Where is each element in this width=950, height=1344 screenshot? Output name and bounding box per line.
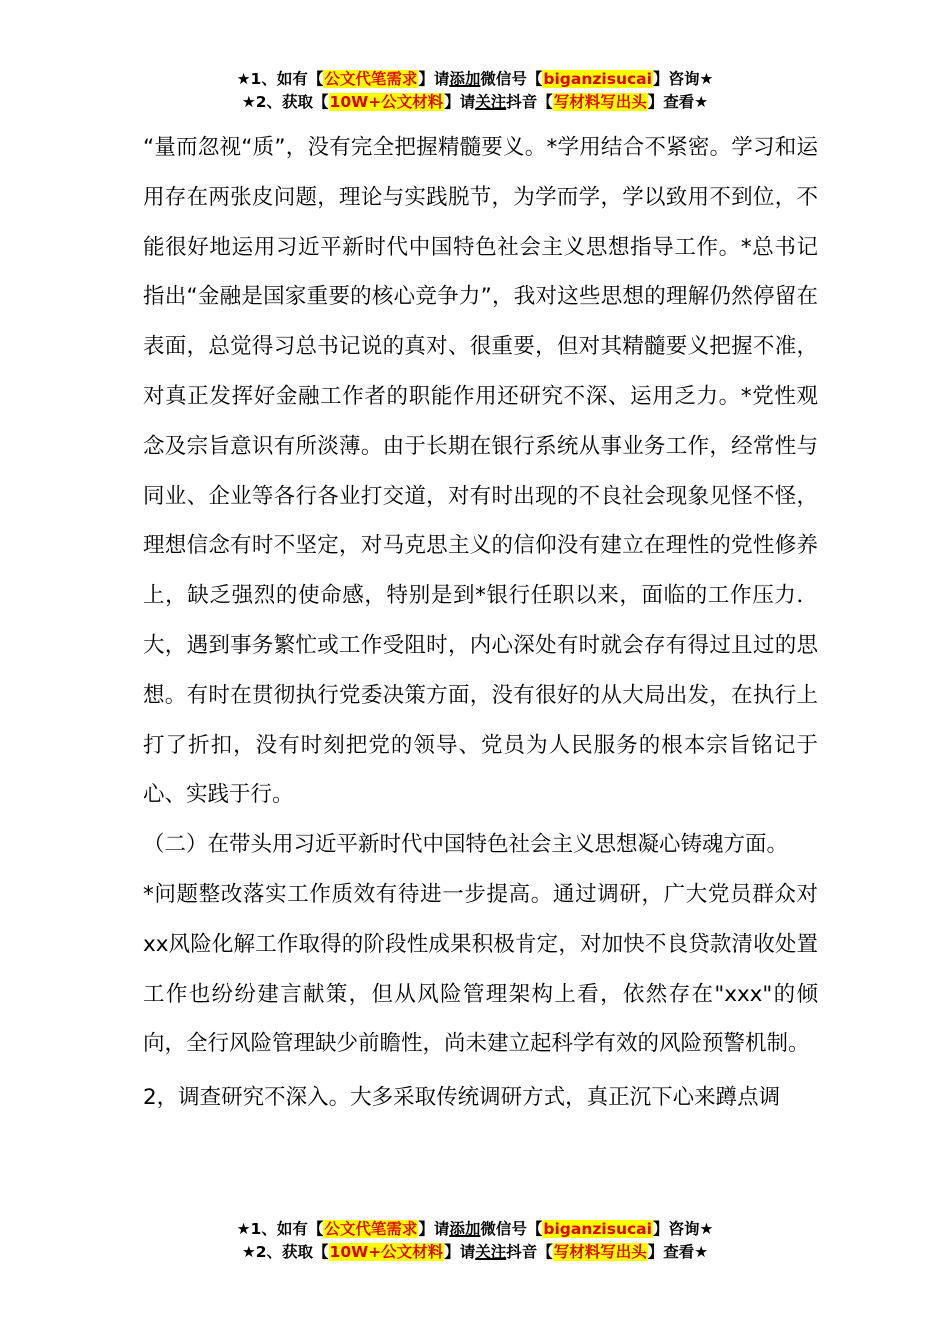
header-banner	[0, 68, 950, 114]
banner-line-1-mid: 】请	[418, 1220, 450, 1238]
banner-line-1-suffix: 】咨询★	[652, 70, 714, 88]
banner-line-1-suffix: 】咨询★	[652, 1220, 714, 1238]
banner-line-2-prefix: ★2、获取【	[241, 93, 329, 111]
banner-highlight-douyin: 写材料写出头	[553, 93, 647, 111]
banner-highlight-ghostwriting: 公文代笔需求	[324, 1220, 418, 1238]
banner-highlight-materials: 10W+公文材料	[329, 1243, 444, 1261]
banner-line-1-prefix: ★1、如有【	[236, 70, 324, 88]
banner-line-2	[0, 1241, 950, 1264]
banner-line-2-prefix: ★2、获取【	[241, 1243, 329, 1261]
banner-highlight-ghostwriting: 公文代笔需求	[324, 70, 418, 88]
banner-line-1-mid: 】请	[418, 70, 450, 88]
banner-line-1-mid2: 微信号【	[480, 70, 543, 88]
banner-line-2-mid2: 抖音【	[506, 93, 553, 111]
banner-line-1	[0, 68, 950, 91]
body-paragraph: *问题整改落实工作质效有待进一步提高。通过调研，广大党员群众对xx风险化解工作取得的阶段性成果积极肯定，对加快不良贷款清收处置工作也纷纷建言献策，但从风险管理架构上看，依然存在"xxx"的倾向，全行风险管理缺少前瞻性，尚未建立起科学有效的风险预警机制。	[143, 881, 818, 1057]
banner-line-1-prefix: ★1、如有【	[236, 1220, 324, 1238]
banner-follow-underlined: 关注	[475, 1243, 507, 1261]
banner-line-2	[0, 91, 950, 114]
banner-follow-underlined: 关注	[475, 93, 507, 111]
body-paragraph: 2，调查研究不深入。大多采取传统调研方式，真正沉下心来蹲点调	[143, 1085, 781, 1111]
banner-add-underlined: 添加	[449, 70, 481, 88]
banner-line-2-mid: 】请	[444, 1243, 476, 1261]
body-paragraph: “量而忽视“质”，没有完全把握精髓要义。*学用结合不紧密。学习和运用存在两张皮问题，理论与实践脱节，为学而学，学以致用不到位，不能很好地运用习近平新时代中国特色社会主义思想指导工作。*总书记指出“金融是国家重要的核心竞争力”，我对这些思想的理解仍然停留在表面，总觉得习总书记说的真对、很重要，但对其精髓要义把握不准，对真正发挥好金融工作者的职能作用还研究不深、运用乏力。*党性观念及宗旨意识有所淡薄。由于长期在银行系统从事业务工作，经常性与同业、企业等各行各业打交道，对有时出现的不良社会现象见怪不怪，理想信念有时不坚定，对马克思主义的信仰没有建立在理性的党性修养上，缺乏强烈的使命感，特别是到*银行任职以来，面临的工作压力．大，遇到事务繁忙或工作受阻时，内心深处有时就会存有得过且过的思想。有时在贯彻执行党委决策方面，没有很好的从大局出发，在执行上打了折扣，没有时刻把党的领导、党员为人民服务的根本宗旨铭记于心、实践于行。	[143, 135, 818, 808]
banner-highlight-wechat-id: biganzisucai	[543, 70, 652, 88]
banner-line-2-suffix: 】查看★	[647, 1243, 709, 1261]
banner-line-2-mid2: 抖音【	[506, 1243, 553, 1261]
document-body	[143, 123, 818, 1123]
banner-line-2-mid: 】请	[444, 93, 476, 111]
banner-highlight-materials: 10W+公文材料	[329, 93, 444, 111]
section-heading: （二）在带头用习近平新时代中国特色社会主义思想凝心铸魂方面。	[143, 832, 789, 858]
footer-banner	[0, 1218, 950, 1264]
banner-highlight-wechat-id: biganzisucai	[543, 1220, 652, 1238]
banner-line-2-suffix: 】查看★	[647, 93, 709, 111]
banner-line-1-mid2: 微信号【	[480, 1220, 543, 1238]
banner-highlight-douyin: 写材料写出头	[553, 1243, 647, 1261]
banner-add-underlined: 添加	[449, 1220, 481, 1238]
banner-line-1	[0, 1218, 950, 1241]
